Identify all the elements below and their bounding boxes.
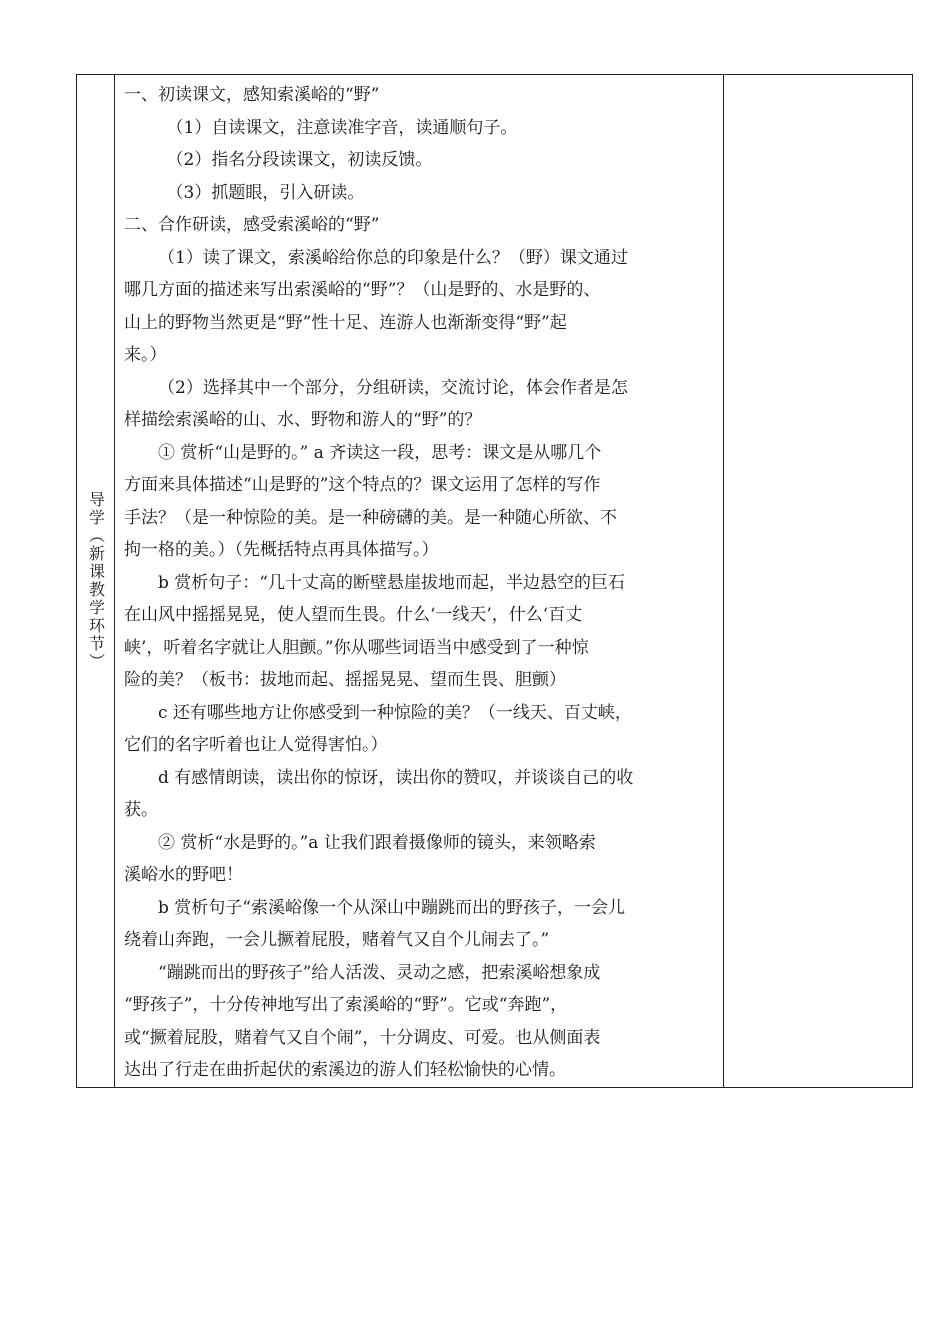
paragraph-line: 拘一格的美。）（先概括特点再具体描写。）	[124, 540, 439, 560]
step-2: （2）指名分段读课文，初读反馈。	[166, 150, 433, 170]
paragraph-line: 它们的名字听着也让人觉得害怕。）	[124, 735, 388, 755]
paragraph-line: 峡’，听着名字就让人胆颤。”你从哪些词语当中感受到了一种惊	[124, 637, 589, 658]
paragraph-line: 绕着山奔跑，一会儿撅着屁股，赌着气又自个儿闹去了。”	[124, 930, 550, 950]
paragraph-line: 获。	[124, 800, 158, 820]
paragraph-line: （1）读了课文，索溪峪给你总的印象是什么？（野）课文通过	[158, 247, 628, 268]
lesson-plan-table	[76, 74, 913, 1088]
content-cell	[115, 75, 724, 1088]
section-label	[88, 491, 104, 671]
paragraph-line: 溪峪水的野吧！	[124, 865, 243, 885]
paragraph-line: b 赏析句子“索溪峪像一个从深山中蹦跳而出的野孩子，一会儿	[158, 897, 625, 918]
paragraph-line: “蹦跳而出的野孩子”给人活泼、灵动之感，把索溪峪想象成	[158, 962, 601, 983]
paragraph-line: b 赏析句子：“几十丈高的断壁悬崖拔地而起，半边悬空的巨石	[158, 572, 625, 593]
paragraph-line: c 还有哪些地方让你感受到一种惊险的美？（一线天、百丈峡，	[158, 702, 632, 723]
paragraph-line: 或“撅着屁股，赌着气又自个闹”，十分调皮、可爱。也从侧面表	[124, 1027, 601, 1048]
step-1: （1）自读课文，注意读准字音，读通顺句子。	[166, 117, 518, 138]
paragraph-line: （2）选择其中一个部分，分组研读，交流讨论，体会作者是怎	[158, 377, 628, 398]
section-label-cell	[77, 75, 115, 1088]
notes-cell	[724, 75, 913, 1088]
paragraph-line: d 有感情朗读，读出你的惊讶，读出你的赞叹，并谈谈自己的收	[158, 767, 634, 788]
paragraph-line: 方面来具体描述“山是野的”这个特点的？课文运用了怎样的写作	[124, 475, 601, 495]
table-row	[77, 75, 913, 1088]
step-3: （3）抓题眼，引入研读。	[166, 182, 365, 203]
paragraph-line: ① 赏析“山是野的。” a 齐读这一段，思考：课文是从哪几个	[158, 442, 602, 463]
paragraph-line: 样描绘索溪峪的山、水、野物和游人的“野”的？	[124, 410, 482, 430]
section-title: 导学	[86, 490, 106, 527]
section-subtitle: （新课教学环节）	[86, 526, 106, 671]
paragraph-line: 险的美？（板书：拔地而起、摇摇晃晃、望而生畏、胆颤）	[124, 670, 566, 690]
heading-2: 二、合作研读，感受索溪峪的“野”	[124, 215, 380, 235]
paragraph-line: ② 赏析“水是野的。”a 让我们跟着摄像师的镜头，来领略索	[158, 832, 596, 853]
paragraph-line: 手法？（是一种惊险的美。是一种磅礴的美。是一种随心所欲、不	[124, 507, 617, 528]
paragraph-line: 哪几方面的描述来写出索溪峪的“野”？（山是野的、水是野的、	[124, 280, 601, 300]
paragraph-line: 山上的野物当然更是“野”性十足、连游人也渐渐变得“野”起	[124, 312, 567, 333]
paragraph-line: 来。）	[124, 345, 167, 365]
paragraph-line: “野孩子”，十分传神地写出了索溪峪的“野”。它或“奔跑”，	[124, 995, 568, 1015]
paragraph-line: 在山风中摇摇晃晃，使人望而生畏。什么‘一线天’，什么‘百丈	[124, 605, 583, 625]
heading-1: 一、初读课文，感知索溪峪的“野”	[124, 85, 380, 105]
paragraph-line: 达出了行走在曲折起伏的索溪边的游人们轻松愉快的心情。	[124, 1060, 566, 1080]
